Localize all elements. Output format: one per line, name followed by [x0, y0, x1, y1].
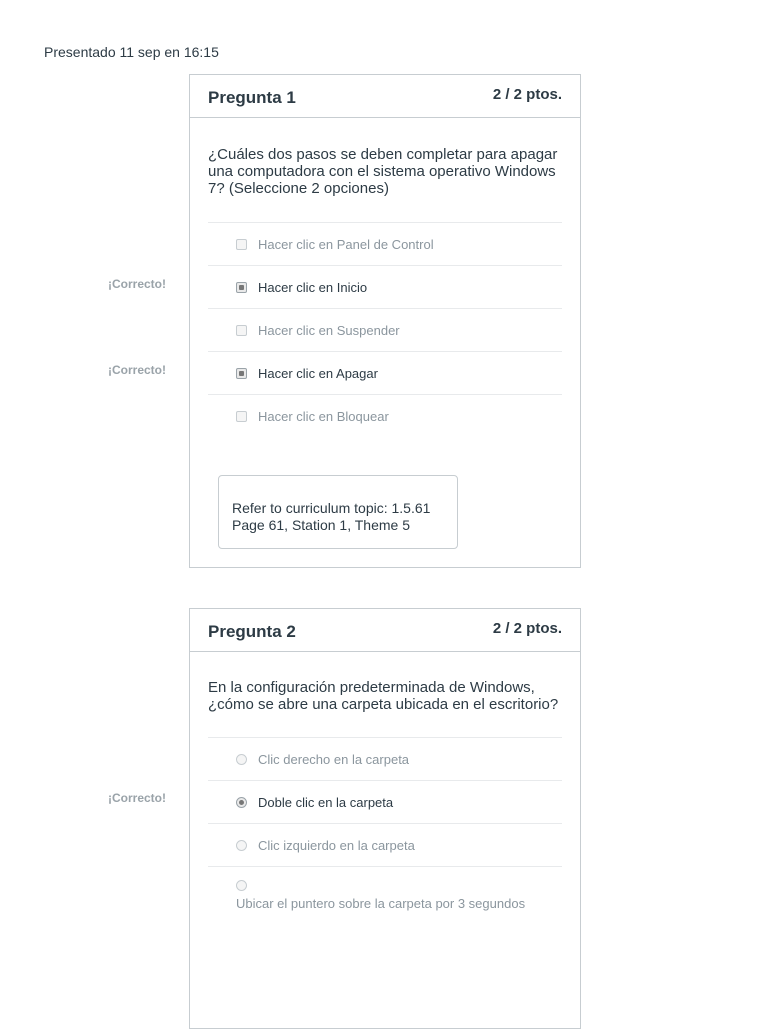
question-card-1 [189, 74, 581, 568]
answer-option[interactable] [208, 222, 562, 265]
question-points: 2 / 2 ptos. [492, 85, 562, 103]
question-text: ¿Cuáles dos pasos se deben completar para apagar una computadora con el sistema operativo Windows 7? (Seleccione 2 opciones) [208, 146, 558, 197]
answer-option[interactable] [208, 823, 562, 866]
answer-option[interactable] [208, 737, 562, 780]
question-header [190, 608, 580, 652]
answer-option[interactable] [208, 308, 562, 351]
answer-label: Hacer clic en Bloquear [258, 408, 389, 424]
checkbox-checked-icon[interactable] [236, 282, 247, 293]
answer-option-selected[interactable] [208, 351, 562, 394]
curriculum-topic-note [218, 475, 458, 549]
checkbox-icon[interactable] [236, 411, 247, 422]
correct-marker-line [189, 266, 190, 288]
answer-option-selected[interactable] [208, 265, 562, 308]
answer-label: Hacer clic en Inicio [258, 279, 368, 295]
correct-marker-line [189, 781, 190, 803]
question-text: En la configuración predeterminada de Windows, ¿cómo se abre una carpeta ubicada en el escritorio? [208, 679, 559, 713]
answer-label: Doble clic en la carpeta [258, 794, 394, 810]
answer-list [208, 737, 562, 924]
correct-marker: ¡Correcto! [108, 791, 167, 805]
answer-label: Clic derecho en la carpeta [258, 751, 410, 767]
checkbox-icon[interactable] [236, 239, 247, 250]
radio-icon[interactable] [236, 840, 247, 851]
answer-label: Hacer clic en Suspender [258, 322, 400, 338]
topic-line: Refer to curriculum topic: 1.5.61 [232, 500, 431, 516]
question-card-2 [189, 608, 581, 1029]
answer-option[interactable] [208, 394, 562, 437]
answer-label: Hacer clic en Panel de Control [258, 236, 434, 252]
submitted-timestamp: Presentado 11 sep en 16:15 [44, 44, 219, 60]
correct-marker: ¡Correcto! [108, 363, 167, 377]
radio-icon[interactable] [236, 880, 247, 891]
checkbox-icon[interactable] [236, 325, 247, 336]
question-points: 2 / 2 ptos. [492, 619, 562, 637]
correct-marker: ¡Correcto! [108, 277, 167, 291]
radio-selected-icon[interactable] [236, 797, 247, 808]
answer-label: Hacer clic en Apagar [258, 365, 378, 381]
answer-list [208, 222, 562, 437]
answer-option[interactable] [208, 866, 562, 924]
correct-marker-line [189, 353, 190, 375]
answer-option-selected[interactable] [208, 780, 562, 823]
question-title: Pregunta 2 [208, 622, 296, 641]
answer-label: Clic izquierdo en la carpeta [258, 837, 415, 853]
radio-icon[interactable] [236, 754, 247, 765]
question-title: Pregunta 1 [208, 88, 296, 107]
answer-label: Ubicar el puntero sobre la carpeta por 3 segundos [236, 896, 526, 911]
topic-line: Page 61, Station 1, Theme 5 [232, 517, 410, 533]
checkbox-checked-icon[interactable] [236, 368, 247, 379]
question-header [190, 75, 580, 118]
